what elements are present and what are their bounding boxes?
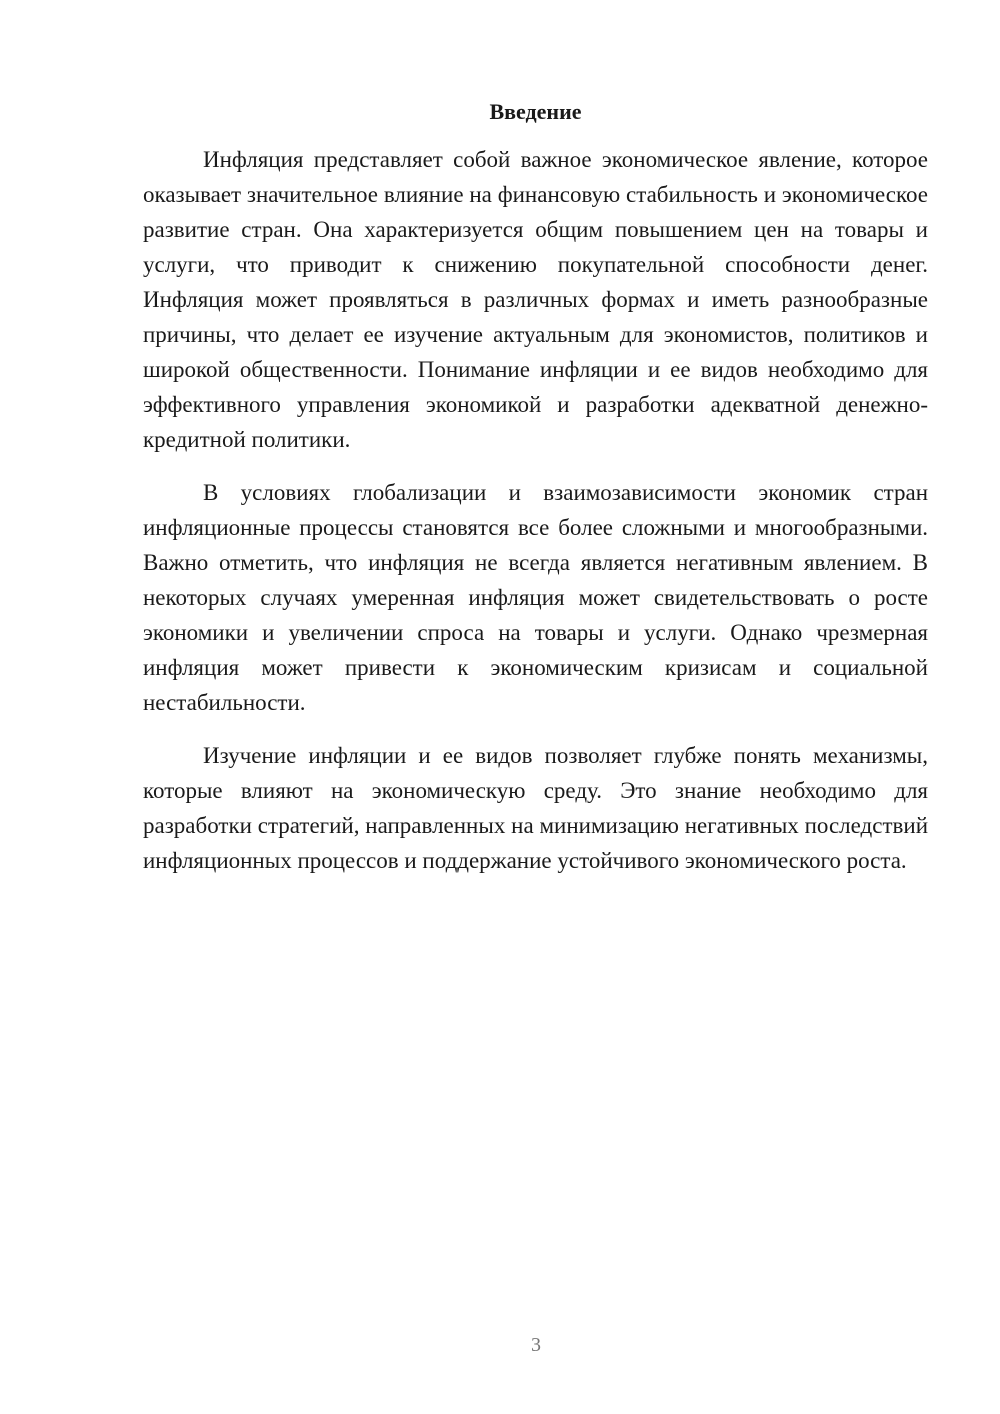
body-text (143, 142, 928, 896)
page-number: 3 (531, 1334, 541, 1356)
paragraph-2: В условиях глобализации и взаимозависимости экономик стран инфляционные процессы становятся все более сложными и многообразными. Важно отметить, что инфляция не всегда является негативным явлением. В некоторых случаях умеренная инфляция может свидетельствовать о росте экономики и увеличении спроса на товары и услуги. Однако чрезмерная инфляция может привести к экономическим кризисам и социальной нестабильности. (143, 480, 928, 715)
paragraph-3: Изучение инфляции и ее видов позволяет глубже понять механизмы, которые влияют на экономическую среду. Это знание необходимо для разработки стратегий, направленных на минимизацию негативных последствий инфляционных процессов и поддержание устойчивого экономического роста. (143, 743, 928, 873)
section-heading: Введение (489, 99, 582, 124)
paragraph-1: Инфляция представляет собой важное экономическое явление, которое оказывает значительное влияние на финансовую стабильность и экономическое развитие стран. Она характеризуется общим повышением цен на товары и услуги, что приводит к снижению покупательной способности денег. Инфляция может проявляться в различных формах и иметь разнообразные причины, что делает ее изучение актуальным для экономистов, политиков и широкой общественности. Понимание инфляции и ее видов необходимо для эффективного управления экономикой и разработки адекватной денежно-кредитной политики. (143, 147, 928, 452)
